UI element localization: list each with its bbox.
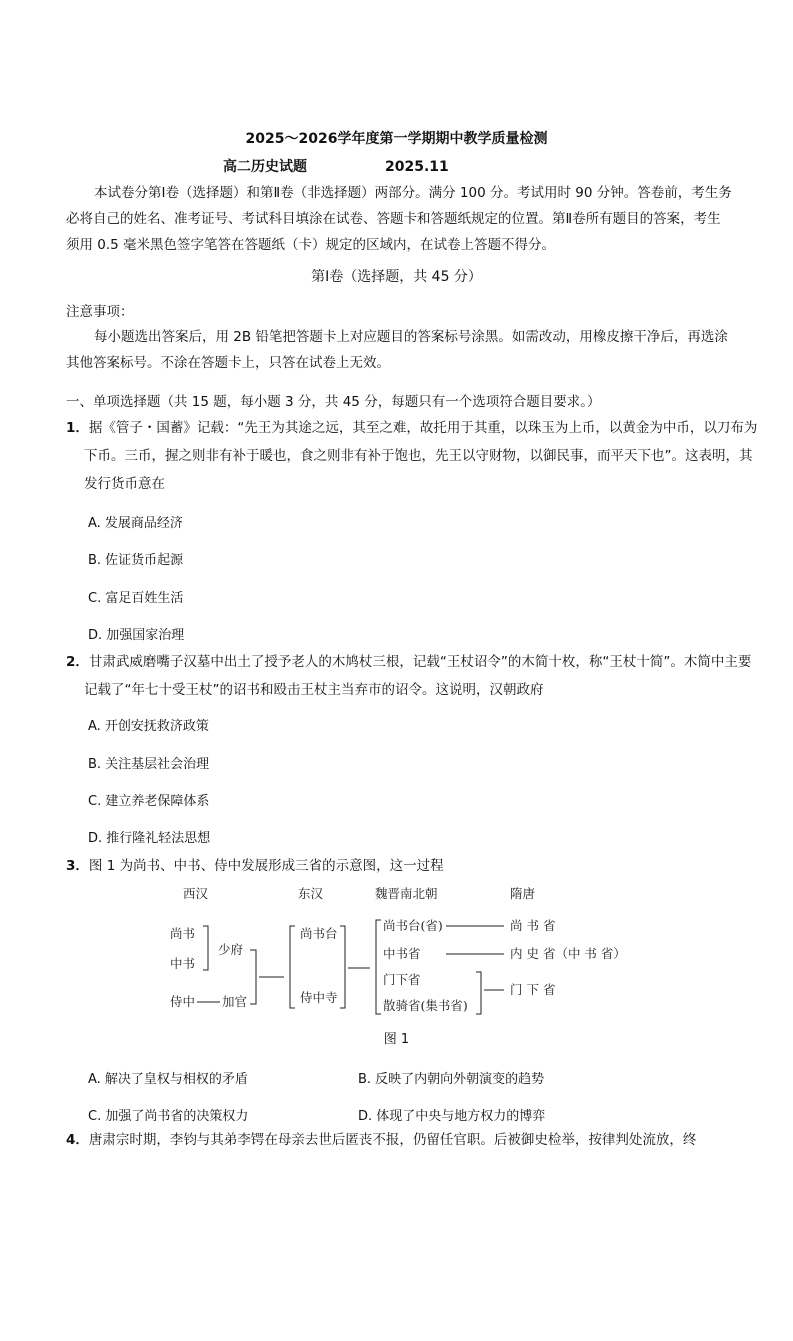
bracket-donghan-left xyxy=(290,926,295,1008)
question-text: 唐肃宗时期，李钧与其弟李锷在母亲去世后匿丧不报，仍留任官职。后被御史检举，按律判处流放，终 xyxy=(88,1132,697,1148)
q1-option-b: B. 佐证货币起源 xyxy=(88,553,184,568)
weijin-sanqisheng: 散骑省(集书省) xyxy=(383,998,468,1013)
question-text: 据《管子・国蓄》记载：“先王为其途之远，其至之难，故托用于其重，以珠玉为上币，以黄金为中币，以刀布为下币。三币，握之则非有补于暖也，食之则非有补于饱也，先王以守财物，以御民事，而平天下也”。这表明，其发行货币意在 xyxy=(84,420,758,492)
suitang-shangshusheng: 尚 书 省 xyxy=(510,918,556,933)
question-4 xyxy=(66,1126,764,1154)
q3-option-d: D. 体现了中央与地方权力的博弈 xyxy=(358,1109,546,1124)
suitang-menxiasheng: 门 下 省 xyxy=(510,982,556,997)
weijin-menxiasheng: 门下省 xyxy=(383,972,421,987)
q3-option-b: B. 反映了内朝向外朝演变的趋势 xyxy=(358,1072,545,1087)
question-text: 图 1 为尚书、中书、侍中发展形成三省的示意图，这一过程 xyxy=(88,858,444,874)
subject-label: 高二历史试题 xyxy=(223,159,307,175)
intro-paragraph: 本试卷分第Ⅰ卷（选择题）和第Ⅱ卷（非选择题）两部分。满分 100 分。考试用时 90 分钟。答卷前，考生务必将自己的姓名、准考证号、考试科目填涂在试卷、答题卡和答题纸规定的位置。第Ⅱ卷所有题目的答案，考生须用 0.5 毫米黑色签字笔答在答题纸（卡）规定的区域内，在试卷上答题不得分。 xyxy=(66,185,732,253)
q2-option-c: C. 建立养老保障体系 xyxy=(88,794,210,809)
notice-text: 每小题选出答案后，用 2B 铅笔把答题卡上对应题目的答案标号涂黑。如需改动，用橡皮擦干净后，再选涂其他答案标号。不涂在答题卡上，只答在试卷上无效。 xyxy=(66,329,728,371)
column-suitang: 隋唐 xyxy=(510,886,536,901)
q2-option-d: D. 推行隆礼轻法思想 xyxy=(88,831,211,846)
part-title: 一、单项选择题（共 15 题，每小题 3 分，共 45 分，每题只有一个选项符合题目要求。） xyxy=(66,394,601,410)
bracket-donghan-right xyxy=(340,926,345,1008)
q1-option-d: D. 加强国家治理 xyxy=(88,628,185,643)
column-weijin: 魏晋南北朝 xyxy=(375,886,438,901)
xihan-shangshu: 尚书 xyxy=(170,926,196,941)
question-text: 甘肃武威磨嘴子汉墓中出土了授予老人的木鸠杖三根，记载“王杖诏令”的木简十枚，称“王杖十简”。木简中主要记载了“年七十受王杖”的诏书和殴击王杖主当弃市的诏令。这说明，汉朝政府 xyxy=(84,654,752,698)
figure-1-diagram xyxy=(0,880,793,1025)
column-donghan: 东汉 xyxy=(298,886,324,901)
q2-option-a: A. 开创安抚救济政策 xyxy=(88,719,209,734)
exam-subtitle xyxy=(223,156,449,176)
question-number: 3． xyxy=(66,858,89,874)
question-number: 1． xyxy=(66,420,89,436)
xihan-shaofu: 少府 xyxy=(218,942,244,957)
bracket-weijin-right xyxy=(476,972,481,1014)
xihan-zhongshu: 中书 xyxy=(170,956,196,971)
question-3 xyxy=(66,852,764,880)
q3-option-a: A. 解决了皇权与相权的矛盾 xyxy=(88,1072,248,1087)
question-2 xyxy=(66,648,764,704)
donghan-shangshutai: 尚书台 xyxy=(300,926,338,941)
column-xihan: 西汉 xyxy=(183,886,209,901)
suitang-neishisheng: 内 史 省（中 书 省） xyxy=(510,946,626,961)
exam-date: 2025.11 xyxy=(385,159,449,175)
question-number: 2． xyxy=(66,654,89,670)
question-number: 4． xyxy=(66,1132,89,1148)
section-title: 第Ⅰ卷（选择题，共 45 分） xyxy=(311,269,482,285)
xihan-jiaguan: 加官 xyxy=(222,994,248,1009)
notice-heading: 注意事项： xyxy=(66,304,134,320)
figure-label: 图 1 xyxy=(383,1032,410,1047)
exam-title: 2025～2026学年度第一学期期中教学质量检测 xyxy=(245,131,548,147)
question-1 xyxy=(66,414,764,498)
donghan-shizhongsi: 侍中寺 xyxy=(300,990,338,1005)
q1-option-c: C. 富足百姓生活 xyxy=(88,591,184,606)
weijin-shangshutai: 尚书台(省) xyxy=(383,918,443,933)
xihan-shizhong: 侍中 xyxy=(170,994,196,1009)
bracket-xihan xyxy=(203,926,208,970)
q1-option-a: A. 发展商品经济 xyxy=(88,516,183,531)
weijin-zhongshusheng: 中书省 xyxy=(383,946,421,961)
q3-option-c: C. 加强了尚书省的决策权力 xyxy=(88,1109,249,1124)
q2-option-b: B. 关注基层社会治理 xyxy=(88,757,210,772)
bracket-weijin-left xyxy=(376,920,381,1014)
bracket-xihan-right xyxy=(250,950,256,1004)
